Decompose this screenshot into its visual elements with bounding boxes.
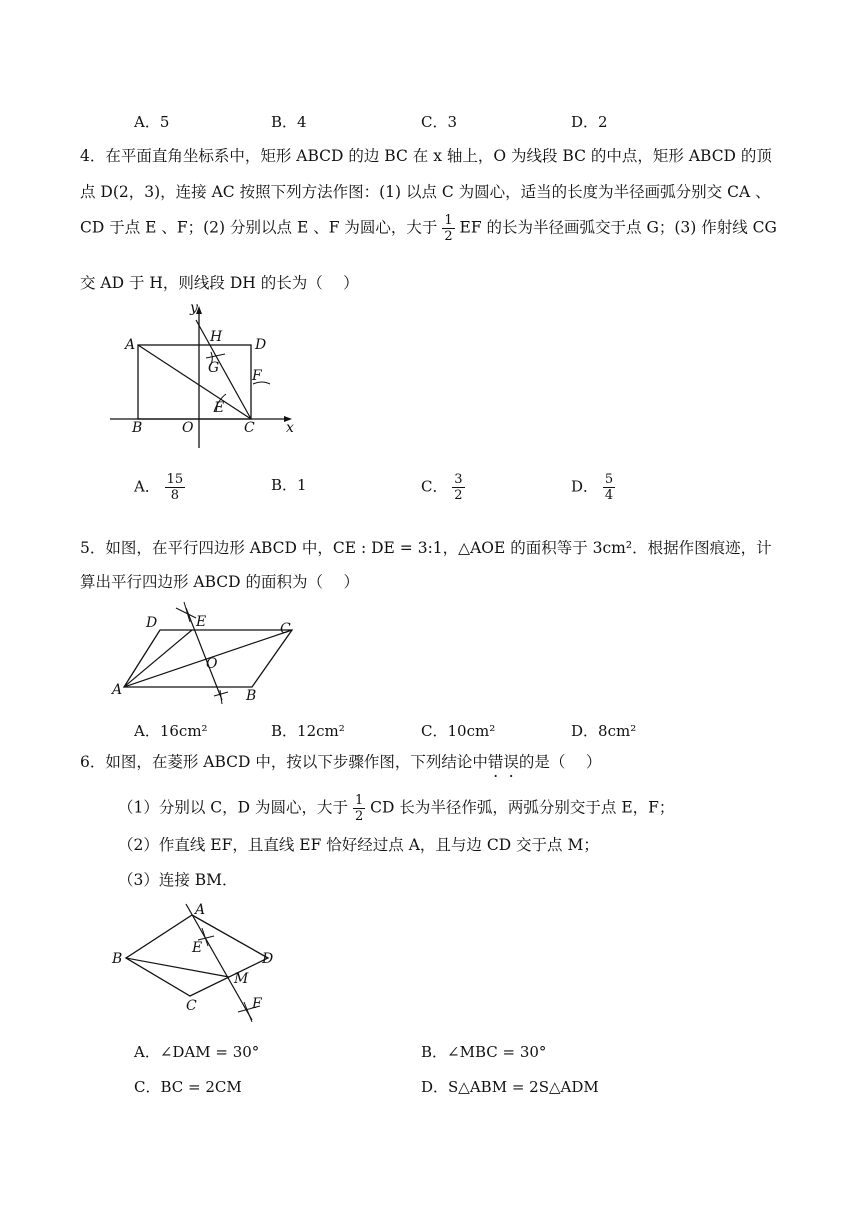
q5-label-c: C xyxy=(280,621,291,637)
q5-option-c: C．10cm² xyxy=(421,722,496,740)
q5-label-e: E xyxy=(196,614,207,630)
q4-half-fraction: $\frac{1}{2}$ xyxy=(444,213,453,244)
q4-text-line1: 4．在平面直角坐标系中，矩形 ABCD 的边 BC 在 x 轴上，O 为线段 BC 的中点，矩形 ABCD 的顶 xyxy=(80,147,772,165)
q4-option-c: C． $\frac{3}{2}$ xyxy=(421,472,463,503)
q5-option-d: D．8cm² xyxy=(571,722,637,740)
q5-option-b: B．12cm² xyxy=(271,722,345,740)
q6-label-b: B xyxy=(112,951,123,967)
q4-label-f: F xyxy=(252,368,262,384)
q5-figure xyxy=(110,600,310,710)
q6-label-c: C xyxy=(186,998,197,1014)
q4-figure xyxy=(110,300,300,450)
q4-label-g: G xyxy=(208,360,220,376)
q5-option-a: A．16cm² xyxy=(134,722,208,740)
q4-text-line3b: EF 的长为半径画弧交于点 G；(3) 作射线 CG xyxy=(459,218,777,237)
q3-option-a: A．5 xyxy=(134,113,170,131)
q4-label-a: A xyxy=(125,337,136,353)
q6-label-f: F xyxy=(252,996,262,1012)
q6-label-a: A xyxy=(195,902,206,918)
q6-half-fraction: $\frac{1}{2}$ xyxy=(354,793,364,824)
q5-text-line2: 算出平行四边形 ABCD 的面积为（ ） xyxy=(80,573,359,591)
q4-label-b: B xyxy=(132,420,143,436)
q4-label-e: E xyxy=(214,400,225,416)
q3-option-c: C．3 xyxy=(421,113,458,131)
q6-emphasis-wu: 误 xyxy=(503,753,519,771)
q6-text-line1: 6．如图，在菱形 ABCD 中，按以下步骤作图，下列结论中错误的是（ ） xyxy=(80,753,602,771)
q5-label-o: O xyxy=(206,656,218,672)
q4-text-line3a: CD 于点 E 、F；(2) 分别以点 E 、F 为圆心，大于 xyxy=(80,218,438,237)
q4-option-d: D． $\frac{5}{4}$ xyxy=(571,472,614,503)
q3-option-d: D．2 xyxy=(571,113,608,131)
q4-label-d: D xyxy=(255,337,267,353)
q3-option-b: B．4 xyxy=(271,113,307,131)
q5-label-a: A xyxy=(112,682,123,698)
q4-label-h: H xyxy=(210,329,223,345)
q6-label-d: D xyxy=(262,951,274,967)
q6-option-b: B．∠MBC = 30° xyxy=(421,1043,547,1061)
q5-label-b: B xyxy=(246,688,257,704)
q4-label-y: y xyxy=(190,300,198,316)
q4-label-c: C xyxy=(244,420,255,436)
q6-step3: （3）连接 BM． xyxy=(118,871,238,889)
q4-text-line3 xyxy=(80,213,777,244)
q6-option-c: C．BC = 2CM xyxy=(134,1078,242,1096)
q5-label-d: D xyxy=(146,615,158,631)
q4-label-o: O xyxy=(182,420,194,436)
q6-step2: （2）作直线 EF，且直线 EF 恰好经过点 A，且与边 CD 交于点 M； xyxy=(118,836,599,854)
q4-label-x: x xyxy=(286,420,294,436)
q6-label-e: E xyxy=(192,940,203,956)
q4-option-b: B．1 xyxy=(271,476,307,494)
q6-option-a: A．∠DAM = 30° xyxy=(134,1043,260,1061)
q6-step1: （1）分别以 C，D 为圆心，大于 $\frac{1}{2}$ CD 长为半径作弧，两弧分别交于点 E，F； xyxy=(118,793,675,824)
q6-emphasis-cuo: 错 xyxy=(487,753,504,771)
q4-text-line4: 交 AD 于 H，则线段 DH 的长为（ ） xyxy=(80,274,359,292)
q6-figure xyxy=(110,900,310,1030)
q4-option-a: A． $\frac{15}{8}$ xyxy=(134,472,184,503)
q6-label-m: M xyxy=(234,971,249,987)
q5-text-line1: 5．如图，在平行四边形 ABCD 中，CE : DE = 3:1，△AOE 的面积等于 3cm²．根据作图痕迹，计 xyxy=(80,539,772,557)
q6-option-d: D．S△ABM = 2S△ADM xyxy=(421,1078,599,1096)
q4-text-line2: 点 D(2，3)，连接 AC 按照下列方法作图：(1) 以点 C 为圆心，适当的长度为半径画弧分别交 CA 、 xyxy=(80,183,771,201)
